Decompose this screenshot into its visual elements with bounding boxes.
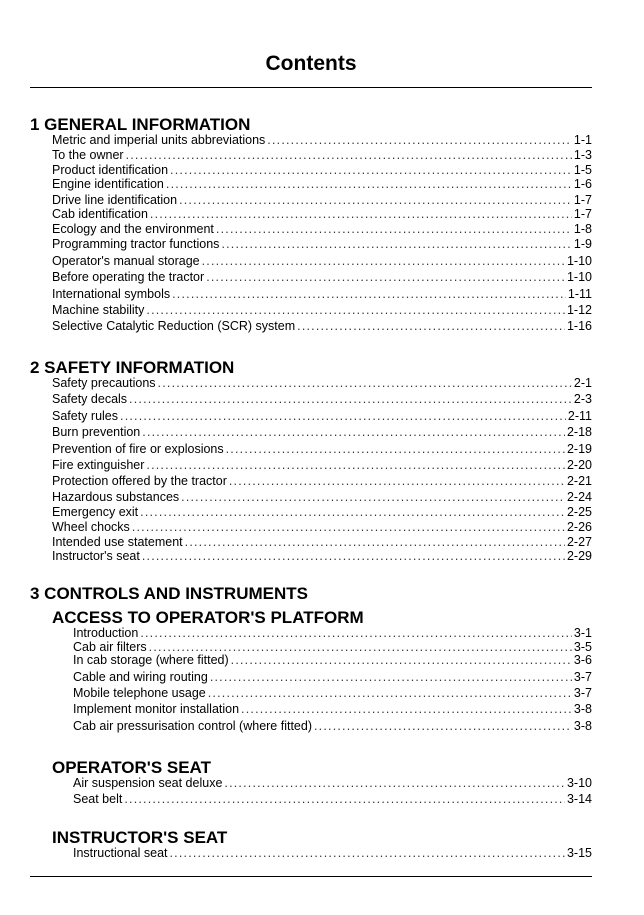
dot-leader [146, 458, 565, 473]
toc-entry-label: Programming tractor functions [52, 237, 220, 251]
chapter-heading-2: 2 SAFETY INFORMATION [30, 358, 235, 377]
dot-leader [185, 535, 565, 550]
dot-leader [226, 442, 565, 457]
toc-entry[interactable] [52, 442, 592, 457]
bottom-divider [30, 876, 592, 877]
toc-entry[interactable] [52, 535, 592, 550]
toc-entry-label: Implement monitor installation [73, 702, 240, 716]
dot-leader [224, 776, 565, 791]
toc-entry[interactable] [73, 776, 592, 791]
toc-entry-page: 2-20 [566, 458, 592, 472]
toc-entry-label: Wheel chocks [52, 520, 130, 534]
toc-entry-page: 3-8 [573, 702, 592, 716]
toc-entry-page: 2-3 [573, 392, 592, 406]
toc-entry-label: Metric and imperial units abbreviations [52, 133, 266, 147]
dot-leader [140, 505, 565, 520]
toc-entry[interactable] [52, 270, 592, 285]
toc-entry-label: Safety precautions [52, 376, 156, 390]
dot-leader [202, 254, 565, 269]
toc-entry[interactable] [52, 490, 592, 505]
toc-entry-label: Intended use statement [52, 535, 183, 549]
toc-entry-page: 3-7 [573, 670, 592, 684]
dot-leader [129, 392, 572, 407]
page-title: Contents [265, 52, 357, 75]
toc-entry-page: 2-25 [566, 505, 592, 519]
toc-entry[interactable] [52, 549, 592, 564]
dot-leader [166, 177, 572, 192]
toc-entry-page: 1-12 [566, 303, 592, 317]
section-heading-instructors-seat: INSTRUCTOR'S SEAT [52, 828, 228, 847]
toc-entry-label: Selective Catalytic Reduction (SCR) system [52, 319, 296, 333]
toc-entry[interactable] [52, 148, 592, 163]
toc-entry-label: Instructor's seat [52, 549, 140, 563]
toc-entry-page: 3-1 [573, 626, 592, 640]
chapter-heading-1: 1 GENERAL INFORMATION [30, 115, 251, 134]
toc-entry-label: In cab storage (where fitted) [73, 653, 229, 667]
toc-entry[interactable] [52, 193, 592, 208]
toc-entry[interactable] [73, 686, 592, 701]
toc-entry[interactable] [52, 409, 592, 424]
toc-entry-label: Prevention of fire or explosions [52, 442, 224, 456]
toc-entry-page: 3-15 [566, 846, 592, 860]
toc-entry-label: Burn prevention [52, 425, 141, 439]
toc-entry-label: Cab air pressurisation control (where fitted) [73, 719, 312, 733]
toc-entry-label: Instructional seat [73, 846, 168, 860]
toc-entry-page: 1-9 [573, 237, 592, 251]
toc-entry-page: 3-5 [573, 640, 592, 654]
toc-entry-page: 3-7 [573, 686, 592, 700]
toc-entry[interactable] [52, 319, 592, 334]
toc-entry-label: Product identification [52, 163, 169, 177]
toc-entry[interactable] [52, 474, 592, 489]
toc-entry-label: Machine stability [52, 303, 145, 317]
toc-entry[interactable] [52, 237, 592, 252]
dot-leader [241, 702, 572, 717]
toc-entry[interactable] [52, 163, 592, 178]
toc-entry-page: 1-16 [566, 319, 592, 333]
toc-entry[interactable] [52, 207, 592, 222]
toc-entry[interactable] [52, 133, 592, 148]
toc-entry[interactable] [52, 303, 592, 318]
toc-entry-page: 1-10 [566, 270, 592, 284]
toc-entry-page: 2-24 [566, 490, 592, 504]
toc-entry-label: Ecology and the environment [52, 222, 214, 236]
toc-entry[interactable] [52, 425, 592, 440]
dot-leader [132, 520, 565, 535]
dot-leader [146, 303, 565, 318]
dot-leader [158, 376, 572, 391]
toc-entry-page: 3-10 [566, 776, 592, 790]
dot-leader [170, 163, 572, 178]
toc-entry-label: Protection offered by the tractor [52, 474, 227, 488]
toc-entry-page: 2-27 [566, 535, 592, 549]
toc-entry-page: 3-8 [573, 719, 592, 733]
toc-entry-label: Engine identification [52, 177, 164, 191]
toc-entry-label: Mobile telephone usage [73, 686, 206, 700]
toc-entry[interactable] [52, 177, 592, 192]
toc-entry-page: 1-10 [566, 254, 592, 268]
toc-entry-label: Fire extinguisher [52, 458, 145, 472]
dot-leader [314, 719, 572, 734]
toc-entry-label: Introduction [73, 626, 139, 640]
toc-entry-page: 1-3 [573, 148, 592, 162]
toc-entry-label: Hazardous substances [52, 490, 180, 504]
toc-entry[interactable] [73, 670, 592, 685]
toc-entry-page: 1-8 [573, 222, 592, 236]
toc-entry[interactable] [73, 846, 592, 861]
dot-leader [142, 549, 565, 564]
dot-leader [267, 133, 572, 148]
toc-entry-label: Drive line identification [52, 193, 178, 207]
toc-entry-label: Cab air filters [73, 640, 147, 654]
toc-entry-page: 2-26 [566, 520, 592, 534]
top-divider [30, 87, 592, 88]
toc-entry[interactable] [52, 287, 592, 302]
toc-entry[interactable] [52, 458, 592, 473]
toc-entry[interactable] [73, 792, 592, 807]
dot-leader [229, 474, 565, 489]
toc-entry-page: 2-1 [573, 376, 592, 390]
toc-entry-label: To the owner [52, 148, 124, 162]
toc-entry-page: 2-18 [566, 425, 592, 439]
toc-entry-page: 3-6 [573, 653, 592, 667]
toc-entry-label: Before operating the tractor [52, 270, 205, 284]
toc-entry-label: Cable and wiring routing [73, 670, 208, 684]
toc-entry-label: Operator's manual storage [52, 254, 200, 268]
dot-leader [170, 846, 565, 861]
toc-entry-label: Safety rules [52, 409, 119, 423]
dot-leader [216, 222, 572, 237]
toc-entry-page: 2-29 [566, 549, 592, 563]
dot-leader [179, 193, 572, 208]
toc-entry[interactable] [52, 376, 592, 391]
toc-entry[interactable] [73, 653, 592, 668]
toc-entry-label: Cab identification [52, 207, 148, 221]
toc-entry[interactable] [52, 520, 592, 535]
dot-leader [206, 270, 565, 285]
toc-entry-label: Seat belt [73, 792, 123, 806]
toc-entry-page: 3-14 [566, 792, 592, 806]
toc-entry[interactable] [52, 505, 592, 520]
section-heading-operators-seat: OPERATOR'S SEAT [52, 758, 211, 777]
chapter-heading-3: 3 CONTROLS AND INSTRUMENTS [30, 584, 308, 603]
toc-entry[interactable] [52, 254, 592, 269]
toc-entry[interactable] [73, 626, 592, 641]
toc-entry-page: 1-7 [573, 193, 592, 207]
dot-leader [120, 409, 566, 424]
dot-leader [124, 792, 565, 807]
dot-leader [231, 653, 572, 668]
toc-entry-page: 1-5 [573, 163, 592, 177]
dot-leader [150, 207, 572, 222]
toc-entry-page: 1-1 [573, 133, 592, 147]
dot-leader [181, 490, 565, 505]
toc-entry-label: Safety decals [52, 392, 128, 406]
toc-entry[interactable] [52, 392, 592, 407]
toc-entry-page: 1-6 [573, 177, 592, 191]
toc-entry-page: 1-11 [567, 287, 592, 301]
toc-entry-label: International symbols [52, 287, 171, 301]
toc-entry-label: Air suspension seat deluxe [73, 776, 223, 790]
dot-leader [140, 626, 572, 641]
dot-leader [172, 287, 566, 302]
toc-entry-page: 1-7 [573, 207, 592, 221]
dot-leader [297, 319, 565, 334]
toc-entry[interactable] [52, 222, 592, 237]
section-heading-access-platform: ACCESS TO OPERATOR'S PLATFORM [52, 608, 364, 627]
dot-leader [126, 148, 572, 163]
dot-leader [210, 670, 572, 685]
toc-entry[interactable] [73, 719, 592, 734]
toc-entry-label: Emergency exit [52, 505, 139, 519]
toc-entry-page: 2-21 [566, 474, 592, 488]
toc-entry-page: 2-19 [566, 442, 592, 456]
toc-entry-page: 2-11 [567, 409, 592, 423]
dot-leader [208, 686, 572, 701]
dot-leader [221, 237, 571, 252]
toc-entry[interactable] [73, 702, 592, 717]
dot-leader [142, 425, 565, 440]
